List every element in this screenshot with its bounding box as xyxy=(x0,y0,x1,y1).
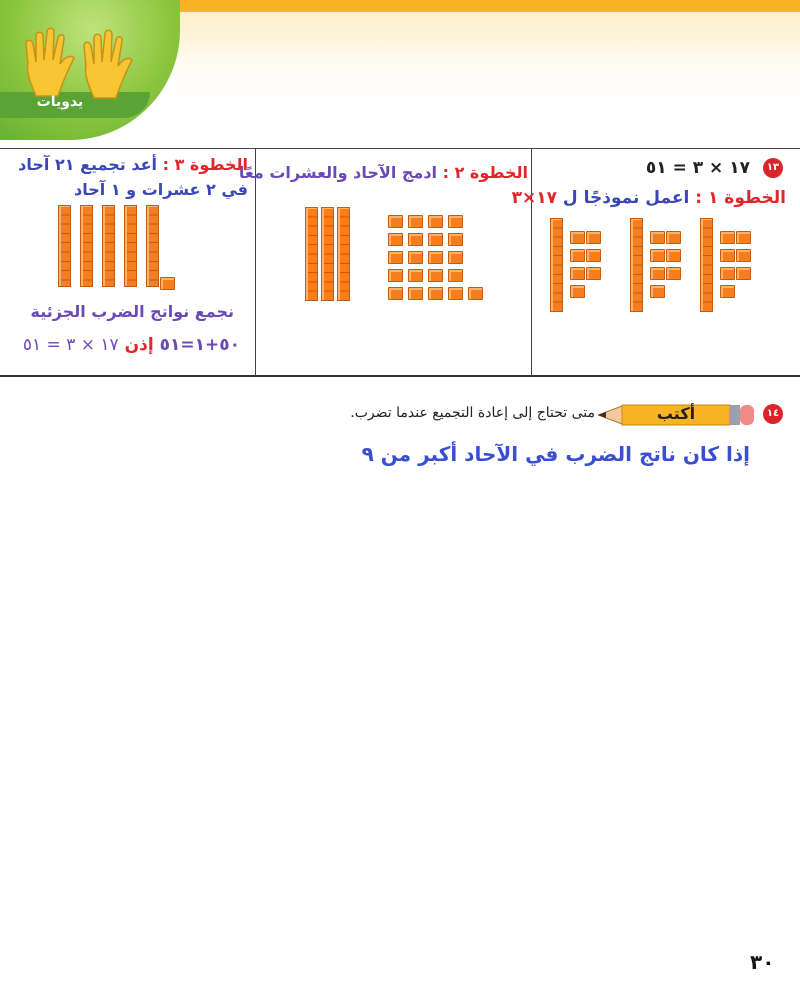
ones-cube xyxy=(570,249,585,262)
tens-rod xyxy=(58,205,71,287)
step3-text2: في ٢ عشرات و ١ آحاد xyxy=(74,180,248,199)
tens-rod xyxy=(337,207,350,301)
ones-cube xyxy=(428,233,443,246)
ones-cube xyxy=(650,231,665,244)
step2-line xyxy=(239,163,528,182)
ones-cube xyxy=(408,269,423,282)
ones-cube xyxy=(736,267,751,280)
ones-cube xyxy=(736,249,751,262)
step2-text: ادمج الآحاد والعشرات معًا xyxy=(238,163,438,182)
step1-text: اعمل نموذجًا ل xyxy=(562,188,690,208)
table-column-divider xyxy=(531,148,532,376)
question-number-badge: ١٣ xyxy=(763,158,783,178)
step3-sum: ٥٠+١=٥١ xyxy=(159,335,240,355)
write-prompt: متى تحتاج إلى إعادة التجميع عندما تضرب. xyxy=(350,405,595,421)
ones-cube xyxy=(428,251,443,264)
step1-block-model xyxy=(540,215,790,315)
ones-cube xyxy=(408,215,423,228)
ones-cube xyxy=(720,231,735,244)
ones-cube xyxy=(388,269,403,282)
step3-then: إذن xyxy=(124,335,154,355)
ones-cube xyxy=(720,285,735,298)
step3-result-line xyxy=(23,335,240,355)
step3-block-model xyxy=(50,205,190,295)
ones-cube xyxy=(428,269,443,282)
step3-result: ١٧ × ٣ = ٥١ xyxy=(22,335,119,355)
step2-label: الخطوة ٢ : xyxy=(442,163,528,182)
step3-text1: أعد تجميع ٢١ آحاد xyxy=(18,155,158,174)
section-label: يدويات xyxy=(36,94,84,110)
step3-line1 xyxy=(18,155,248,174)
ones-cube xyxy=(448,233,463,246)
hands-icon xyxy=(18,22,148,102)
ones-cube xyxy=(650,285,665,298)
tens-rod xyxy=(80,205,93,287)
tens-rod xyxy=(630,218,643,312)
tens-rod xyxy=(305,207,318,301)
table-bottom-border xyxy=(0,375,800,377)
tens-rod xyxy=(700,218,713,312)
write-answer: إذا كان ناتج الضرب في الآحاد أكبر من ٩ xyxy=(361,442,750,466)
page-number: ٣٠ xyxy=(750,950,775,974)
write-label: أكتب xyxy=(656,404,696,423)
equation-13: ١٧ × ٣ = ٥١ xyxy=(645,158,750,178)
ones-cube xyxy=(388,233,403,246)
ones-cube xyxy=(720,249,735,262)
step1-expr: ١٧×٣ xyxy=(511,188,557,208)
ones-cube xyxy=(570,231,585,244)
tens-rod xyxy=(102,205,115,287)
ones-cube xyxy=(448,269,463,282)
ones-cube xyxy=(570,267,585,280)
ones-cube xyxy=(720,267,735,280)
ones-cube xyxy=(650,267,665,280)
ones-cube xyxy=(428,215,443,228)
ones-cube xyxy=(388,215,403,228)
ones-cube xyxy=(428,287,443,300)
step2-block-model xyxy=(300,205,500,305)
ones-cube xyxy=(586,249,601,262)
ones-cube xyxy=(388,251,403,264)
ones-cube xyxy=(408,233,423,246)
tens-rod xyxy=(321,207,334,301)
ones-cube xyxy=(736,231,751,244)
step1-line xyxy=(512,188,786,208)
step3-summary: نجمع نواتج الضرب الجزئية xyxy=(30,302,234,321)
tens-rod xyxy=(550,218,563,312)
ones-cube xyxy=(408,287,423,300)
header-fade xyxy=(175,12,800,102)
ones-cube xyxy=(666,267,681,280)
question-number-badge: ١٤ xyxy=(763,404,783,424)
ones-cube xyxy=(448,251,463,264)
step1-label: الخطوة ١ : xyxy=(695,188,786,208)
ones-cube xyxy=(570,285,585,298)
ones-cube xyxy=(448,215,463,228)
ones-cube xyxy=(160,277,175,290)
ones-cube xyxy=(586,267,601,280)
tens-rod xyxy=(124,205,137,287)
ones-cube xyxy=(448,287,463,300)
table-top-border xyxy=(0,148,800,149)
ones-cube xyxy=(650,249,665,262)
ones-cube xyxy=(468,287,483,300)
step3-label: الخطوة ٣ : xyxy=(162,155,248,174)
header-bar xyxy=(175,0,800,12)
tens-rod xyxy=(146,205,159,287)
ones-cube xyxy=(408,251,423,264)
table-column-divider xyxy=(255,148,256,376)
ones-cube xyxy=(586,231,601,244)
ones-cube xyxy=(666,249,681,262)
ones-cube xyxy=(388,287,403,300)
ones-cube xyxy=(666,231,681,244)
